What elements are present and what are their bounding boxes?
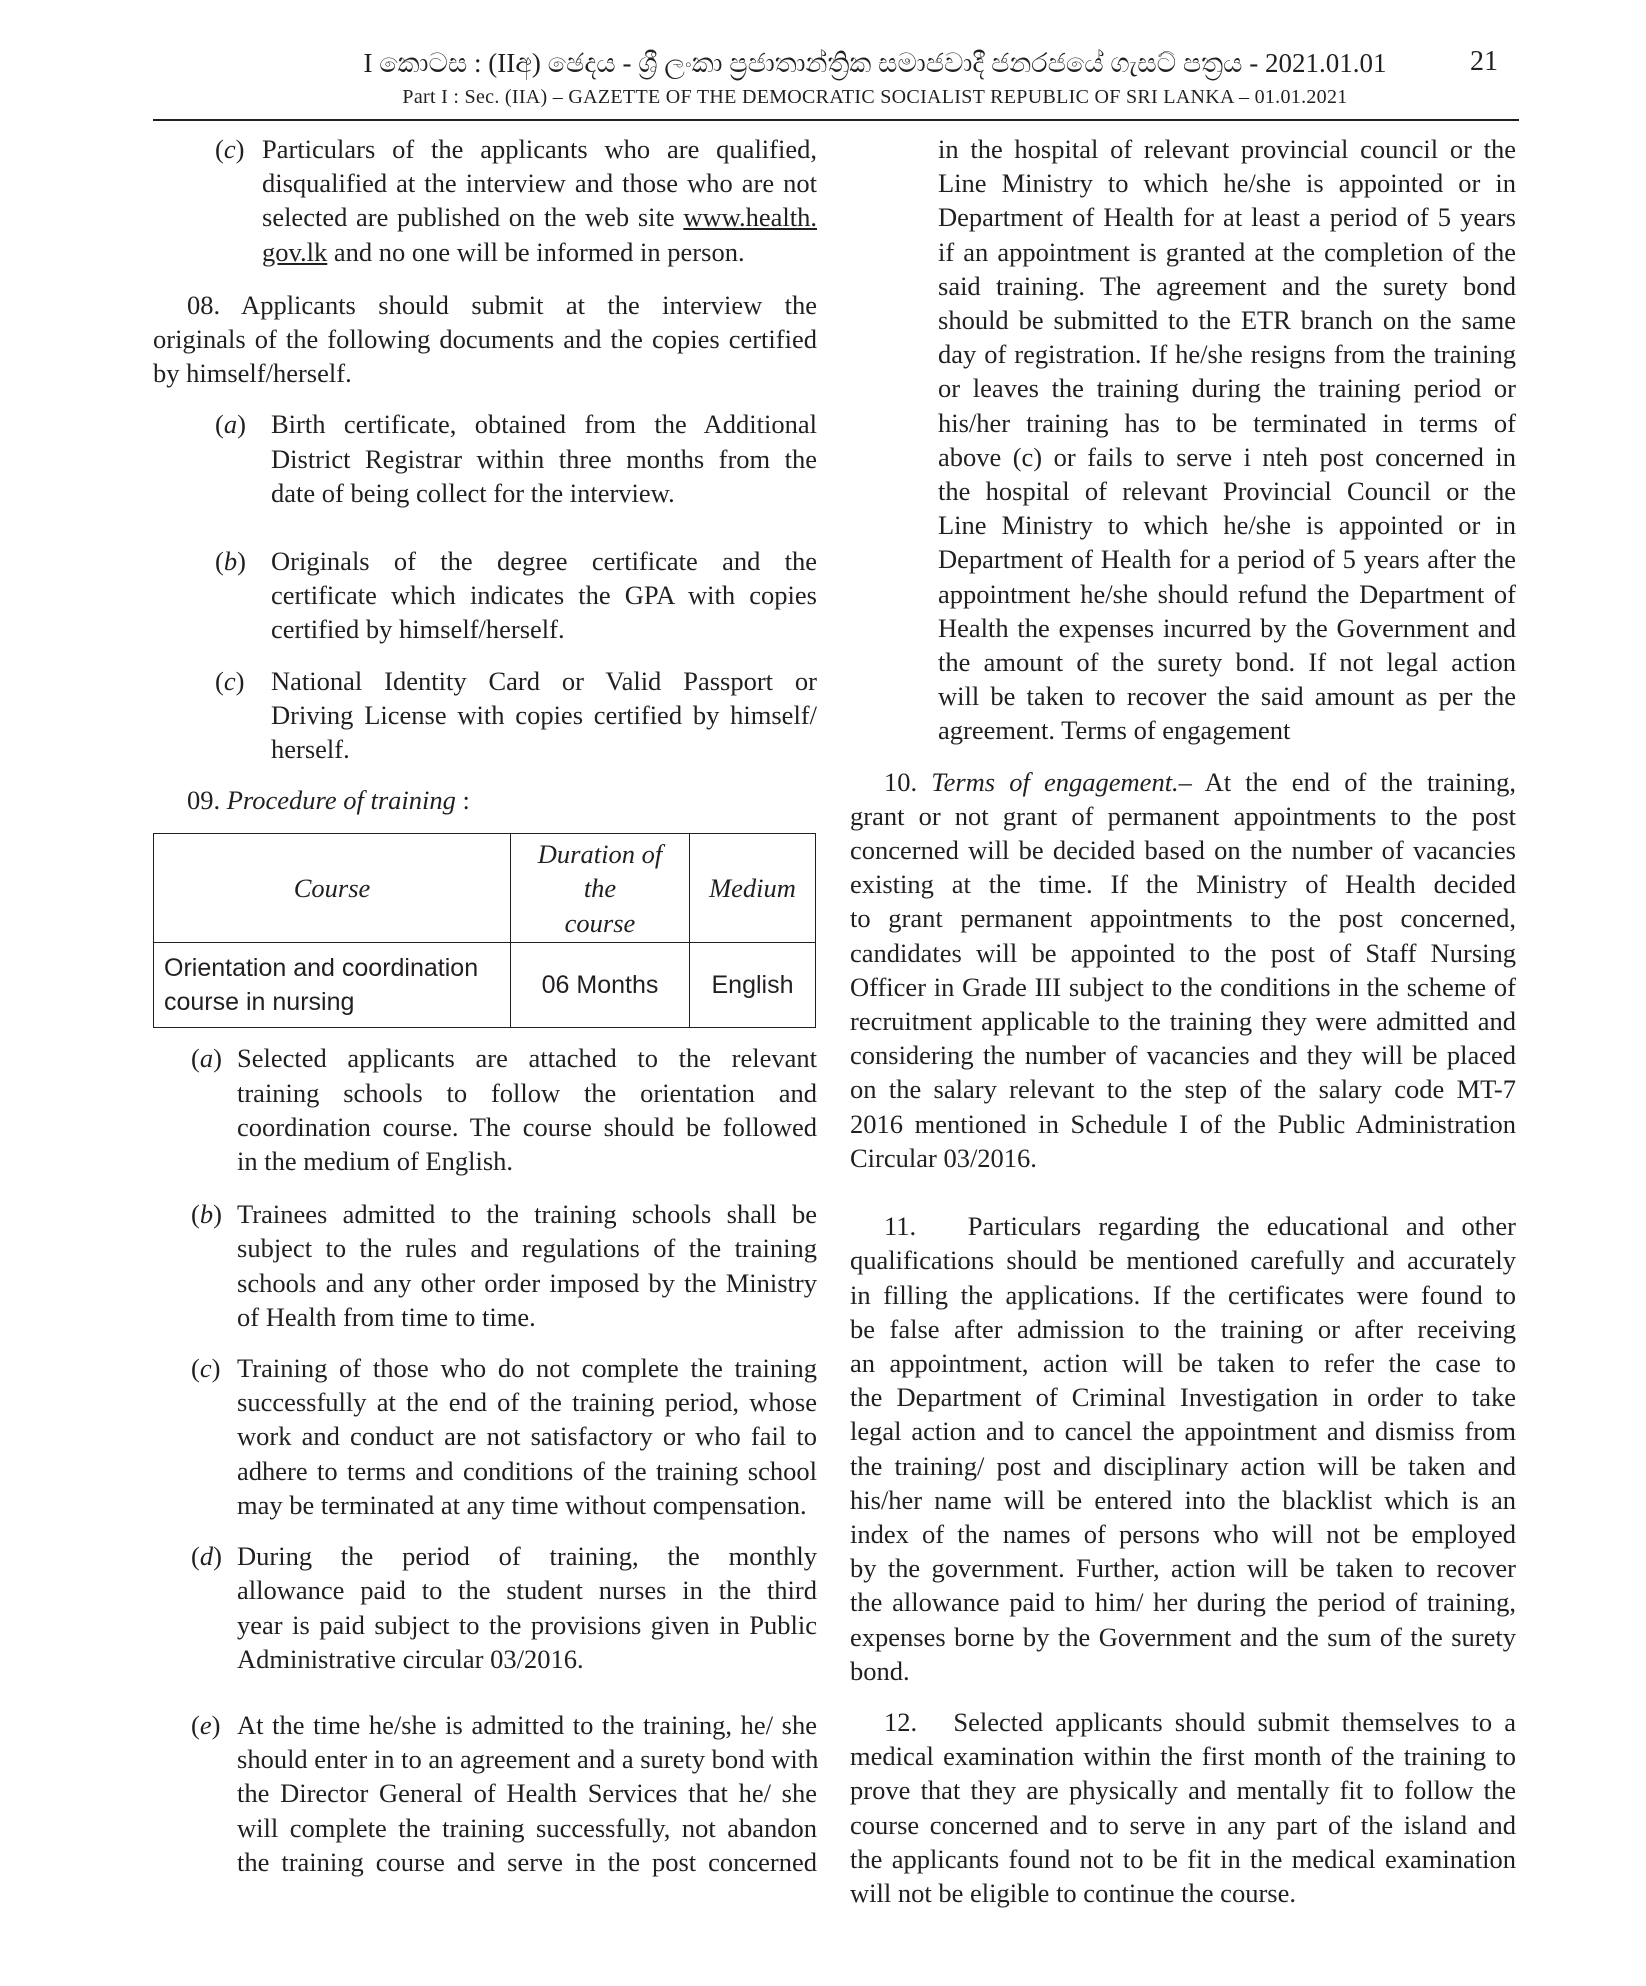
item-09-d bbox=[191, 1539, 817, 1676]
text-line: index of the names of persons who will not be employed bbox=[850, 1518, 1516, 1549]
text-line: Circular 03/2016. bbox=[850, 1142, 1037, 1173]
text-line: allowance paid to the student nurses in the third bbox=[237, 1575, 817, 1606]
text-line: day of registration. If he/she resigns from the training bbox=[938, 339, 1516, 370]
text-line: in filling the applications. If the certificates were found to bbox=[850, 1279, 1516, 1310]
text-line: Line Ministry to which he/she is appointed or in bbox=[938, 510, 1516, 541]
item-marker: (c) bbox=[191, 1353, 221, 1384]
text-line: 12. Selected applicants should submit themselves to a bbox=[884, 1706, 1516, 1737]
text-line: year is paid subject to the provisions given in Public bbox=[237, 1609, 817, 1640]
page-number: 21 bbox=[1470, 46, 1498, 77]
text-line: by himself/herself. bbox=[153, 358, 352, 389]
text-line: coordination course. The course should be followed bbox=[237, 1111, 817, 1142]
text-line: training schools to follow the orientation and bbox=[237, 1077, 817, 1108]
text-line bbox=[850, 765, 1516, 799]
text-line: Particulars of the applicants who are qualified, bbox=[262, 134, 817, 164]
text-line: his/her name will be entered into the blacklist which is an bbox=[850, 1484, 1516, 1515]
text-line: course in nursing bbox=[164, 988, 355, 1017]
text-line: the allowance paid to him/ her during the period of training, bbox=[850, 1587, 1516, 1618]
cell-duration bbox=[511, 943, 690, 1028]
text-line: qualifications should be mentioned carefully and accurately bbox=[850, 1245, 1516, 1276]
left-column bbox=[153, 132, 817, 1879]
paragraph-12 bbox=[850, 1705, 1516, 1910]
item-09-b bbox=[191, 1197, 817, 1334]
text-line: of Health from time to time. bbox=[237, 1301, 536, 1332]
text-line: grant or not grant of permanent appointments to the post bbox=[850, 800, 1516, 831]
text-line: the bbox=[583, 873, 617, 904]
text-line: be false after admission to the training or after receiving bbox=[850, 1313, 1516, 1344]
section-number: 10. bbox=[884, 766, 918, 797]
text-line: schools and any other order imposed by the Ministry bbox=[237, 1267, 817, 1298]
header-medium bbox=[690, 834, 816, 943]
text-line: 08. Applicants should submit at the interview the bbox=[187, 289, 817, 320]
item-marker: (d) bbox=[191, 1541, 222, 1572]
text-line: the training/ post and disciplinary action will be taken and bbox=[850, 1450, 1516, 1481]
text-line: Administrative circular 03/2016. bbox=[237, 1643, 584, 1674]
text-line: on the salary relevant to the step of the salary code MT-7 bbox=[850, 1074, 1516, 1105]
item-marker: (c) bbox=[215, 665, 245, 696]
text-line: in the hospital of relevant provincial council or the bbox=[938, 134, 1516, 164]
text-line: 11. Particulars regarding the educational and other bbox=[884, 1211, 1516, 1242]
text-line: will not be eligible to continue the course. bbox=[850, 1877, 1296, 1908]
text-line: Selected applicants are attached to the relevant bbox=[237, 1043, 817, 1074]
header-part: Part I : Sec. (IIA) – GAZETTE OF THE DEMOCRATIC SOCIALIST REPUBLIC OF SRI LANKA – 01.01.2021 bbox=[402, 86, 1348, 108]
text-line: legal action and to cancel the appointment and dismiss from bbox=[850, 1416, 1516, 1447]
text-line: date of being collect for the interview. bbox=[271, 477, 675, 508]
header-duration bbox=[511, 834, 690, 943]
text-line: the Director General of Health Services that he/ she bbox=[237, 1778, 817, 1809]
text-line: Department of Health for a period of 5 years after the bbox=[938, 544, 1516, 575]
item-09-a bbox=[191, 1041, 817, 1178]
text-line: existing at the time. If the Ministry of Health decided bbox=[850, 869, 1516, 900]
website-link-cont[interactable]: gov.lk bbox=[262, 236, 328, 267]
text-line: said training. The agreement and the surety bond bbox=[938, 270, 1516, 301]
text-line: concerned will be decided based on the number of vacancies bbox=[850, 835, 1516, 866]
text-line: At the time he/she is admitted to the training, he/ she bbox=[237, 1709, 817, 1740]
text-line: will complete the training successfully, not abandon bbox=[237, 1812, 817, 1843]
table-row bbox=[154, 943, 816, 1028]
text-line: bond. bbox=[850, 1655, 910, 1686]
text-line: or leaves the training during the training period or bbox=[938, 373, 1516, 404]
item-08-c bbox=[215, 664, 817, 767]
cell-course bbox=[154, 943, 511, 1028]
text-line: the hospital of relevant Provincial Council or the bbox=[938, 476, 1516, 507]
table-cell: 06 Months bbox=[541, 971, 659, 1000]
text-line: will be taken to recover the said amount as per the bbox=[938, 681, 1516, 712]
text-line: course bbox=[564, 907, 636, 938]
text-line: the amount of the surety bond. If not legal action bbox=[938, 647, 1516, 678]
text-run: At the end of the training, bbox=[1191, 766, 1516, 797]
text-line: the training course and serve in the post concerned bbox=[237, 1846, 817, 1877]
item-marker: (b) bbox=[215, 546, 246, 577]
text-run: selected are published on the web site bbox=[262, 202, 675, 233]
text-line: considering the number of vacancies and they will be placed bbox=[850, 1040, 1516, 1071]
item-08-b bbox=[215, 544, 817, 647]
text-line bbox=[262, 200, 817, 234]
paragraph-09-e-continued bbox=[850, 132, 1516, 748]
website-link[interactable]: www.health. bbox=[683, 202, 818, 233]
text-line: in the medium of English. bbox=[237, 1146, 514, 1177]
text-line: above (c) or fails to serve i nteh post concerned in bbox=[938, 441, 1516, 472]
item-marker: (b) bbox=[191, 1199, 222, 1230]
item-08-a bbox=[215, 407, 817, 510]
item-09-e bbox=[191, 1708, 817, 1879]
text-line: adhere to terms and conditions of the training school bbox=[237, 1455, 817, 1486]
paragraph-11 bbox=[850, 1209, 1516, 1688]
table-header-cell: Medium bbox=[709, 873, 796, 904]
text-line: Officer in Grade III subject to the conditions in the scheme of bbox=[850, 971, 1516, 1002]
cell-medium bbox=[690, 943, 816, 1028]
text-line: Driving License with copies certified by himself/ bbox=[271, 699, 817, 730]
item-09-c bbox=[191, 1351, 817, 1522]
right-column bbox=[850, 132, 1516, 1910]
text-line: Birth certificate, obtained from the Additional bbox=[271, 409, 817, 440]
text-line: his/her training has to be terminated in terms of bbox=[938, 407, 1516, 438]
text-line bbox=[262, 235, 817, 269]
text-line: Duration of bbox=[537, 839, 663, 870]
section-title: Procedure of training bbox=[226, 785, 456, 816]
text-line: to grant permanent appointments to the post concerned, bbox=[850, 903, 1516, 934]
course-table bbox=[153, 833, 816, 1028]
item-c-publication bbox=[215, 132, 817, 269]
text-line: District Registrar within three months from the bbox=[271, 443, 817, 474]
text-line: the Department of Criminal Investigation in order to take bbox=[850, 1382, 1516, 1413]
text-line: an appointment, action will be taken to refer the case to bbox=[850, 1347, 1516, 1378]
text-line: may be terminated at any time without compensation. bbox=[237, 1489, 807, 1520]
item-marker: (a) bbox=[215, 409, 246, 440]
text-line: disqualified at the interview and those who are not bbox=[262, 168, 817, 199]
item-marker: (e) bbox=[191, 1709, 221, 1740]
table-header-cell: Course bbox=[293, 873, 371, 904]
text-line: the applicants found not to be fit in the medical examination bbox=[850, 1843, 1516, 1874]
section-number: 09. bbox=[187, 785, 221, 816]
text-line: 2016 mentioned in Schedule I of the Public Administration bbox=[850, 1108, 1516, 1139]
text-line: National Identity Card or Valid Passport or bbox=[271, 665, 817, 696]
text-line: certificate which indicates the GPA with copies bbox=[271, 580, 817, 611]
item-marker: (c) bbox=[215, 134, 245, 164]
text-line: Originals of the degree certificate and the bbox=[271, 546, 817, 577]
header-rule bbox=[153, 119, 1519, 121]
text-line: Training of those who do not complete the training bbox=[237, 1353, 817, 1384]
text-line: Trainees admitted to the training schools shall be bbox=[237, 1199, 817, 1230]
text-line: successfully at the end of the training period, whose bbox=[237, 1387, 817, 1418]
table-cell: English bbox=[711, 971, 794, 1000]
text-line: Health the expenses incurred by the Government and bbox=[938, 612, 1516, 643]
text-line: agreement. Terms of engagement bbox=[938, 715, 1291, 746]
paragraph-08 bbox=[153, 288, 817, 391]
paragraph-09-heading bbox=[153, 783, 817, 817]
header-sinhala: I කොටස : (IIඅ) ඡෙදය - ශ්‍රී ලංකා ප්‍රජාතාන්ත්‍රික සමාජවාදී ජනරජයේ ගැසට් පත්‍රය - 2021.01.01 bbox=[363, 48, 1387, 78]
text-run: : bbox=[455, 785, 470, 816]
text-line: prove that they are physically and mentally fit to follow the bbox=[850, 1775, 1516, 1806]
text-line: should be submitted to the ETR branch on the same bbox=[938, 305, 1516, 336]
text-line: recruitment applicable to the training they were admitted and bbox=[850, 1006, 1516, 1037]
text-line: During the period of training, the monthly bbox=[237, 1541, 817, 1572]
text-line: Department of Health for at least a period of 5 years bbox=[938, 202, 1516, 233]
text-line: if an appointment is granted at the completion of the bbox=[938, 236, 1516, 267]
text-line: medical examination within the first month of the training to bbox=[850, 1741, 1516, 1772]
text-line: appointment he/she should refund the Department of bbox=[938, 578, 1516, 609]
text-line: Orientation and coordination bbox=[164, 954, 479, 983]
text-line: should enter in to an agreement and a surety bond with bbox=[237, 1744, 819, 1775]
item-marker: (a) bbox=[191, 1043, 222, 1074]
text-line: certified by himself/herself. bbox=[271, 614, 565, 645]
text-line: Line Ministry to which he/she is appointed or in bbox=[938, 168, 1516, 199]
text-line: work and conduct are not satisfactory or who fail to bbox=[237, 1421, 817, 1452]
text-line: course concerned and to serve in any part of the island and bbox=[850, 1809, 1516, 1840]
text-line: herself. bbox=[271, 734, 350, 765]
text-line: subject to the rules and regulations of the training bbox=[237, 1233, 817, 1264]
text-line: originals of the following documents and the copies certified bbox=[153, 324, 817, 355]
header-course bbox=[154, 834, 511, 943]
section-title: Terms of engagement.– bbox=[931, 766, 1192, 797]
text-run: and no one will be informed in person. bbox=[327, 236, 745, 267]
text-line: by the government. Further, action will be taken to recover bbox=[850, 1553, 1516, 1584]
paragraph-10 bbox=[850, 765, 1516, 1175]
text-line: expenses borne by the Government and the sum of the surety bbox=[850, 1621, 1516, 1652]
text-line: candidates will be appointed to the post of Staff Nursing bbox=[850, 937, 1516, 968]
table-header-row bbox=[154, 834, 816, 943]
